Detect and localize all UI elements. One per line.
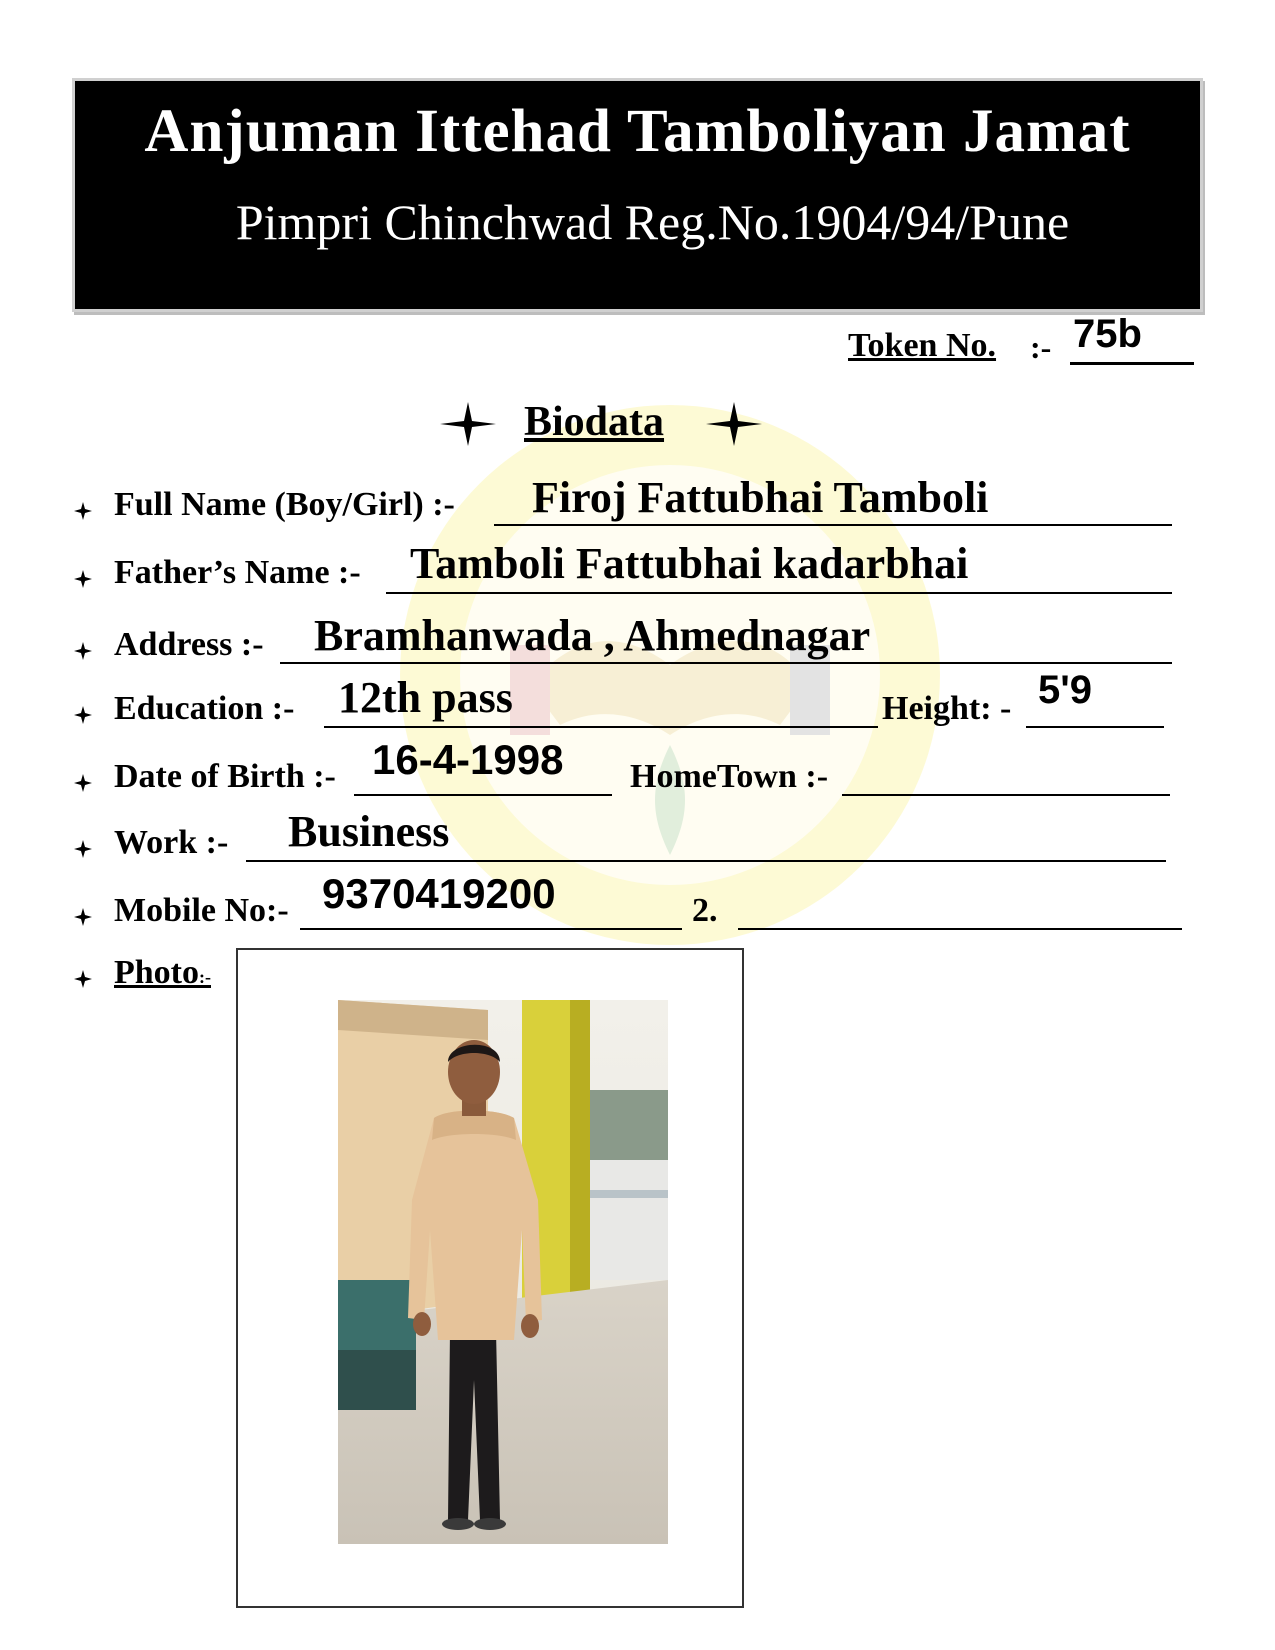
dob-value: 16-4-1998 [372,736,564,783]
father-name-row [74,539,1174,606]
full-name-value: Firoj Fattubhai Tamboli [532,473,989,522]
father-name-label: Father’s Name :- [114,554,361,591]
work-value: Business [288,807,450,856]
star-icon [440,402,496,446]
height-value: 5'9 [1038,668,1093,712]
father-name-line [386,592,1172,594]
full-name-row [74,473,1174,538]
address-label: Address :- [114,626,264,663]
education-value: 12th pass [338,673,513,722]
token-value: 75b [1073,312,1142,356]
photo-label-suffix: :- [199,967,211,987]
biodata-title: Biodata [524,399,665,445]
organization-title: Anjuman Ittehad Tamboliyan Jamat [144,98,1131,165]
work-line [246,860,1166,862]
height-line [1026,726,1164,728]
token-label: Token No. [848,327,997,364]
bullet-icon [74,908,92,926]
bullet-icon [74,970,92,988]
bullet-icon [74,840,92,858]
dob-label: Date of Birth :- [114,758,336,795]
bullet-icon [74,502,92,520]
education-line [324,726,878,728]
father-name-value: Tamboli Fattubhai kadarbhai [410,539,969,588]
mobile-line [300,928,682,930]
header-banner [72,78,1203,312]
mobile-label: Mobile No:- [114,892,289,929]
bullet-icon [74,570,92,588]
star-icon [706,402,762,446]
education-label: Education :- [114,690,295,727]
full-name-label: Full Name (Boy/Girl) :- [114,486,455,523]
bullet-icon [74,706,92,724]
mobile2-label: 2. [692,892,718,929]
bullet-icon [74,642,92,660]
address-value: Bramhanwada , Ahmednagar [314,611,871,660]
mobile2-line [738,928,1182,930]
hometown-line [842,794,1170,796]
education-height-row [74,668,1174,742]
token-number [848,312,1194,368]
dob-hometown-row [74,736,1174,810]
full-name-line [494,524,1172,526]
token-separator: :- [1030,329,1052,365]
token-underline [1070,362,1194,365]
photo-frame [236,948,744,1608]
photo-label [114,954,211,992]
address-row [74,611,1174,678]
portrait-photo [338,1000,668,1544]
biodata-heading [440,398,770,458]
work-label: Work :- [114,824,229,861]
photo-label-text: Photo [114,954,199,991]
dob-line [354,794,612,796]
work-row [74,807,1174,876]
mobile-value: 9370419200 [322,870,556,917]
hometown-label: HomeTown :- [630,758,829,795]
mobile-row [74,870,1184,944]
organization-subtitle: Pimpri Chinchwad Reg.No.1904/94/Pune [235,194,1070,250]
height-label: Height: - [882,690,1012,727]
bullet-icon [74,774,92,792]
address-line [280,662,1172,664]
